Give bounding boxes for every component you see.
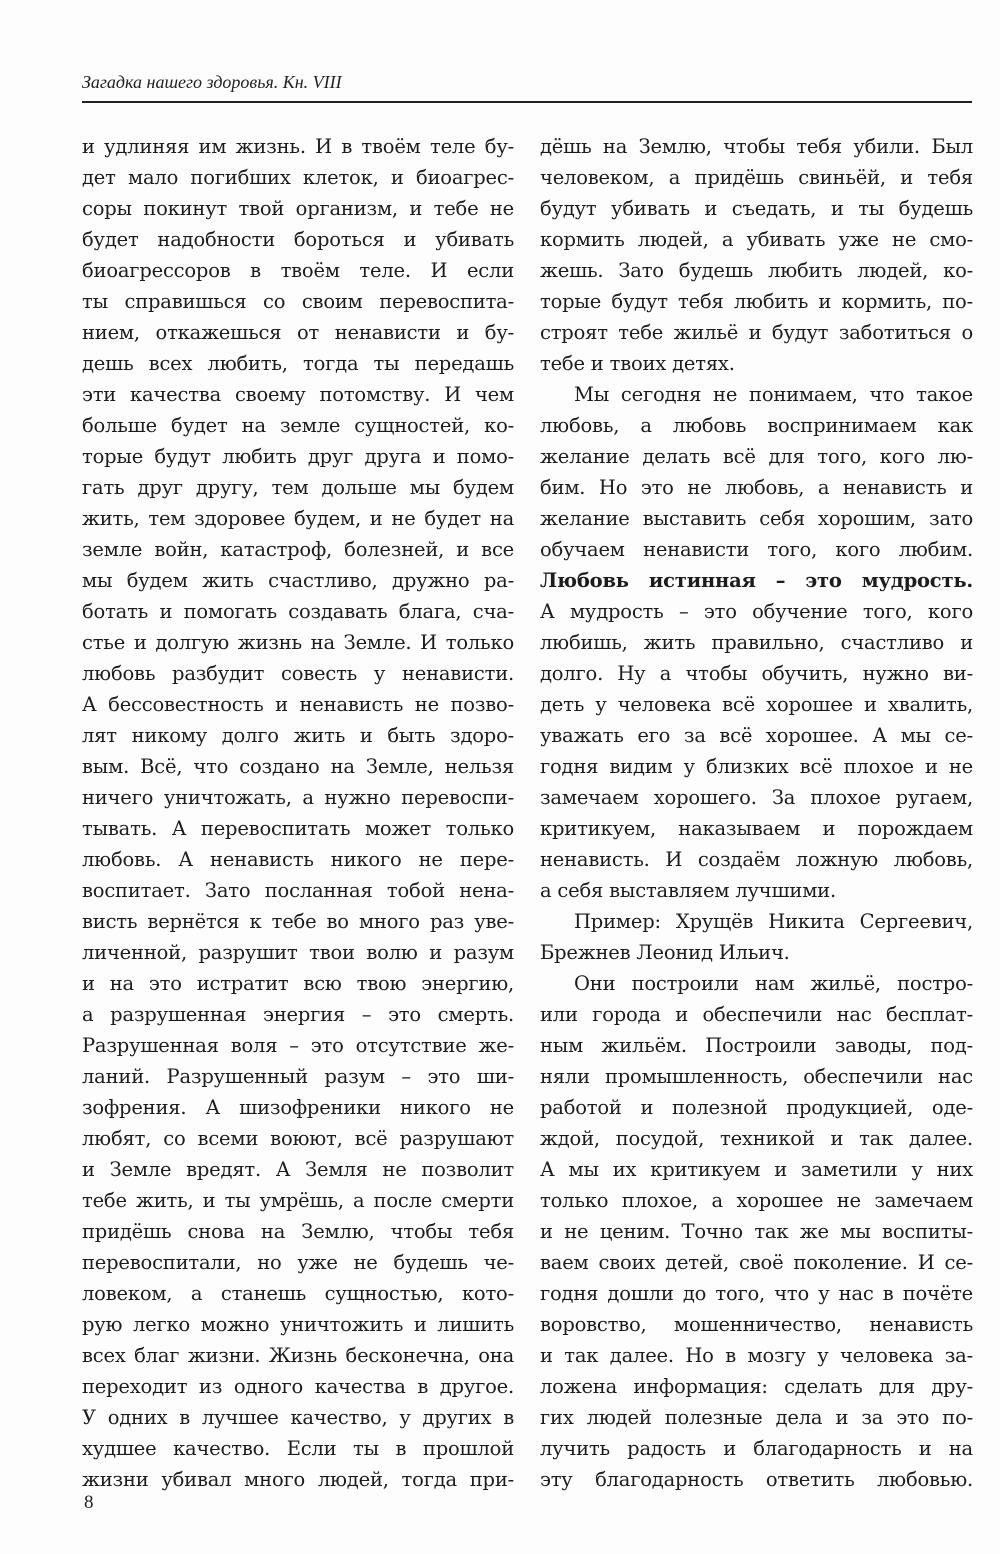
text-line: перевоспитали, но уже не будешь че- [82,1251,514,1274]
text-line: любовь, а любовь воспринимаем как [540,414,973,437]
text-line: только плохое, а хорошее не замечаем [540,1189,973,1212]
text-line: а разрушенная энергия – это смерть. [82,1003,514,1026]
left-text-column [82,131,514,1495]
text-line: бим. Но это не любовь, а ненависть и [540,476,973,499]
text-line: критикуем, наказываем и порождаем [540,817,973,840]
text-line: земле войн, катастроф, болезней, и все [82,538,514,561]
text-line: годня дошли до того, что у нас в почёте [540,1282,973,1305]
text-line: висть вернётся к тебе во много раз уве- [82,910,514,933]
text-line: Брежнев Леонид Ильич. [540,941,790,964]
text-line: всех благ жизни. Жизнь бесконечна, она [82,1344,514,1367]
text-line: мы будем жить счастливо, дружно ра- [82,569,514,592]
text-line: рую легко можно уничтожить и лишить [82,1313,514,1336]
text-line: стье и долгую жизнь на Земле. И только [82,631,514,654]
text-line: ничего уничтожать, а нужно перевоспи- [82,786,514,809]
text-line: ждой, посудой, техникой и так далее. [540,1127,973,1150]
text-line: нием, откажешься от ненависти и бу- [82,321,514,344]
text-line: будет надобности бороться и убивать [82,228,514,251]
page-number: 8 [84,1492,94,1513]
text-line: деть у человека всё хорошее и хвалить, [540,693,973,716]
text-line: желание делать всё для того, кого лю- [540,445,973,468]
text-line: кормить людей, а убивать уже не смо- [540,228,973,251]
text-line: и не ценим. Точно так же мы воспиты- [540,1220,973,1243]
text-line: переходит из одного качества в другое. [82,1375,514,1398]
text-line: годня видим у близких всё плохое и не [540,755,973,778]
text-line: больше будет на земле сущностей, ко- [82,414,514,437]
text-line: замечаем хорошего. За плохое ругаем, [540,786,973,809]
text-line: человеком, а придёшь свиньёй, и тебя [540,166,973,189]
header-rule [82,101,972,103]
text-line: У одних в лучшее качество, у других в [82,1406,514,1429]
text-line: ловеком, а станешь сущностью, кото- [82,1282,514,1305]
text-line: эту благодарность ответить любовью. [540,1468,973,1491]
text-line: тебе и твоих детях. [540,352,735,375]
text-line: няли промышленность, обеспечили нас [540,1065,973,1088]
text-line: худшее качество. Если ты в прошлой [82,1437,514,1460]
text-line: придёшь снова на Землю, чтобы тебя [82,1220,514,1243]
text-line: ным жильём. Построили заводы, под- [540,1034,973,1057]
text-line: тывать. А перевоспитать может только [82,817,514,840]
text-line: А мудрость – это обучение того, кого [540,600,973,623]
text-line: ложена информация: сделать для дру- [540,1375,973,1398]
text-line: Пример: Хрущёв Никита Сергеевич, [574,910,973,933]
text-line: лят никому долго жить и быть здоро- [82,724,514,747]
text-line: ты справишься со своим перевоспита- [82,290,514,313]
text-line: любят, со всеми воюют, всё разрушают [82,1127,514,1150]
text-line: лучить радость и благодарность и на [540,1437,973,1460]
text-line: воспитает. Зато посланная тобой нена- [82,879,514,902]
text-line: гих людей полезные дела и за это по- [540,1406,973,1429]
text-line: тебе жить, и ты умрёшь, а после смерти [82,1189,514,1212]
text-line: А бессовестность и ненависть не позво- [82,693,514,716]
text-line: жешь. Зато будешь любить людей, ко- [540,259,973,282]
text-line: вым. Всё, что создано на Земле, нельзя [82,755,514,778]
text-line: ненависть. И создаём ложную любовь, [540,848,973,871]
text-line: зофрения. А шизофреники никого не [82,1096,514,1119]
emphasized-text-line: Любовь истинная – это мудрость. [540,569,973,592]
text-line: торые будут любить друг друга и помо- [82,445,514,468]
text-line: и так далее. Но в мозгу у человека за- [540,1344,973,1367]
text-line: и на это истратит всю твою энергию, [82,972,514,995]
text-line: а себя выставляем лучшими. [540,879,836,902]
text-line: А мы их критикуем и заметили у них [540,1158,973,1181]
text-line: воровство, мошенничество, ненависть [540,1313,973,1336]
text-line: эти качества своему потомству. И чем [82,383,514,406]
text-line: обучаем ненависти того, кого любим. [540,538,973,561]
text-line: дёшь на Землю, чтобы тебя убили. Был [540,135,973,158]
text-line: или города и обеспечили нас бесплат- [540,1003,973,1026]
text-line: любовь разбудит совесть у ненависти. [82,662,514,685]
text-line: жить, тем здоровее будем, и не будет на [82,507,514,530]
text-line: и Земле вредят. А Земля не позволит [82,1158,514,1181]
text-line: ланий. Разрушенный разум – это ши- [82,1065,514,1088]
text-line: работой и полезной продукцией, оде- [540,1096,973,1119]
text-line: строят тебе жильё и будут заботиться о [540,321,973,344]
text-line: желание выставить себя хорошим, зато [540,507,973,530]
text-line: соры покинут твой организм, и тебе не [82,197,514,220]
right-text-column [540,131,973,1495]
text-line: личенной, разрушит твои волю и разум [82,941,514,964]
text-line: жизни убивал много людей, тогда при- [82,1468,514,1491]
text-line: дешь всех любить, тогда ты передашь [82,352,514,375]
text-line: любишь, жить правильно, счастливо и [540,631,973,654]
text-line: любовь. А ненависть никого не пере- [82,848,514,871]
text-line: долго. Ну а чтобы обучить, нужно ви- [540,662,973,685]
text-line: ваем своих детей, своё поколение. И се- [540,1251,973,1274]
text-line: Разрушенная воля – это отсутствие же- [82,1034,514,1057]
text-line: уважать его за всё хорошее. А мы се- [540,724,973,747]
text-line: гать друг другу, тем дольше мы будем [82,476,514,499]
text-line: торые будут тебя любить и кормить, по- [540,290,973,313]
text-line: ботать и помогать создавать блага, сча- [82,600,514,623]
running-head-title: Загадка нашего здоровья. Кн. VIII [82,72,342,92]
text-line: будут убивать и съедать, и ты будешь [540,197,973,220]
text-line: Мы сегодня не понимаем, что такое [574,383,973,406]
text-line: дет мало погибших клеток, и биоагрес- [82,166,514,189]
text-line: Они построили нам жильё, постро- [574,972,973,995]
text-line: и удлиняя им жизнь. И в твоём теле бу- [82,135,514,158]
text-line: биоагрессоров в твоём теле. И если [82,259,514,282]
